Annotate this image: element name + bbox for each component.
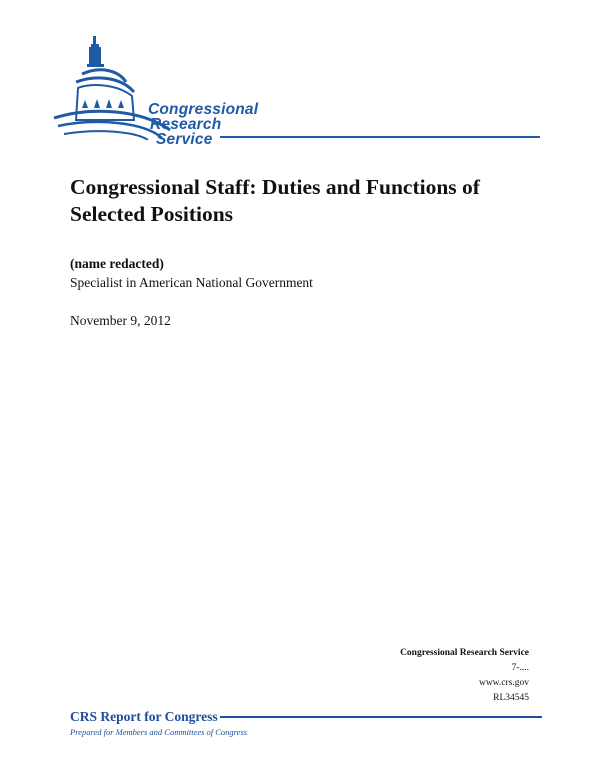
info-report-number: RL34545	[493, 693, 529, 703]
report-info-block	[400, 646, 529, 706]
logo-wordmark	[148, 102, 258, 147]
logo-line-3: Service	[156, 131, 213, 148]
info-website-link[interactable]: www.crs.gov	[478, 678, 529, 688]
author-name: (name redacted)	[70, 256, 164, 271]
logo-line-2: Research	[150, 116, 222, 133]
crs-logo	[52, 30, 542, 150]
info-phone: 7-....	[511, 663, 529, 673]
report-title: Congressional Staff: Duties and Functions of Selected Positions	[70, 175, 480, 226]
logo-divider	[220, 136, 540, 138]
report-date: November 9, 2012	[70, 313, 171, 328]
footer	[70, 708, 542, 737]
footer-title: CRS Report for Congress	[70, 709, 218, 724]
info-organization: Congressional Research Service	[400, 648, 529, 658]
logo-line-1: Congressional	[148, 101, 259, 118]
footer-subtitle: Prepared for Members and Committees of Congress	[70, 727, 248, 737]
author-role: Specialist in American National Government	[70, 275, 313, 290]
